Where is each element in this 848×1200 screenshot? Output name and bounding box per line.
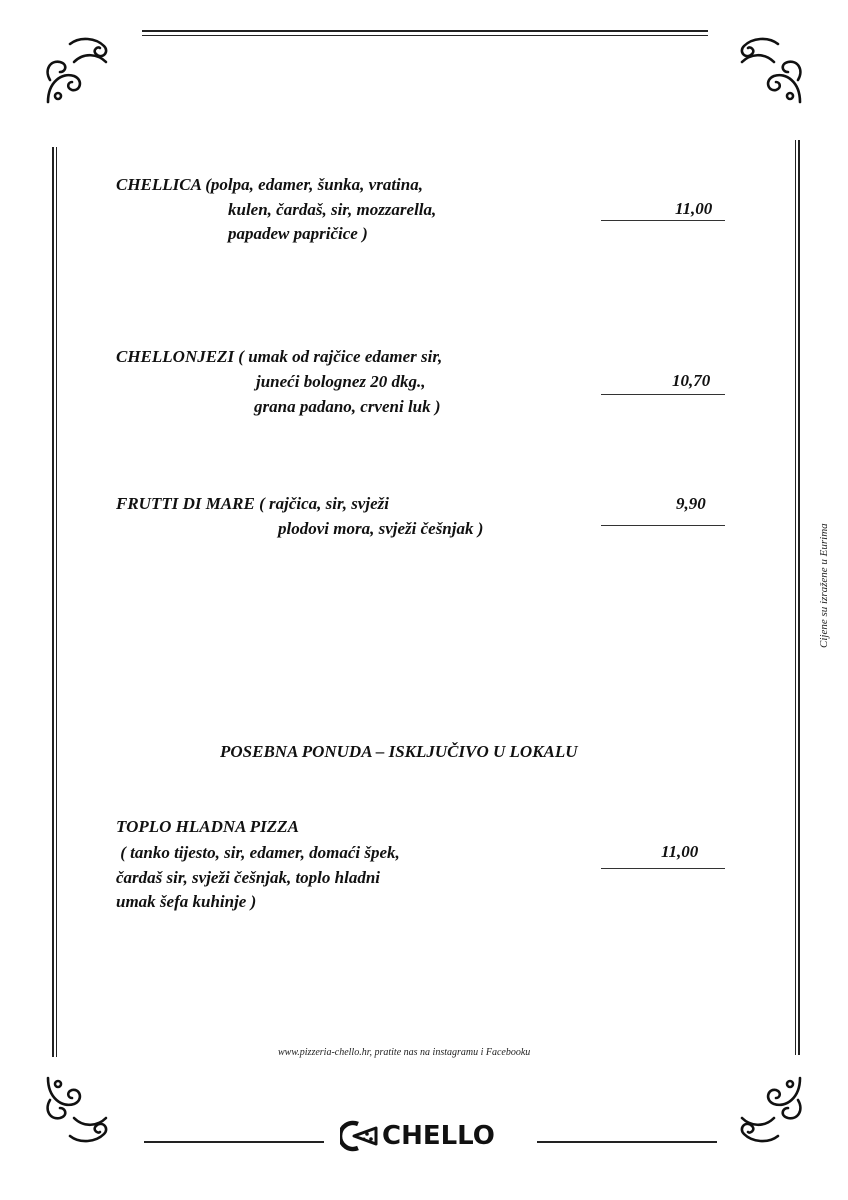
- menu-item-price: 11,00: [661, 842, 699, 861]
- price-underline: [601, 394, 725, 395]
- currency-note: Cijene su izražene u Eurima: [818, 523, 830, 648]
- menu-item-line: plodovi mora, svježi češnjak ): [278, 519, 484, 538]
- flourish-ornament-icon: [728, 32, 808, 112]
- flourish-ornament-icon: [40, 32, 120, 112]
- menu-item-line: umak šefa kuhinje ): [116, 892, 257, 911]
- menu-item-line: čardaš sir, svježi češnjak, toplo hladni: [116, 868, 380, 887]
- frame-bottom-right-border: [537, 1141, 717, 1143]
- menu-item-line: juneći bolognez 20 dkg.,: [256, 372, 426, 391]
- price-underline: [601, 868, 725, 869]
- price-underline: [601, 525, 725, 526]
- menu-item-line: grana padano, crveni luk ): [254, 397, 441, 416]
- price-underline: [601, 220, 725, 221]
- menu-item-price: 9,90: [676, 494, 706, 513]
- menu-item-line: ( tanko tijesto, sir, edamer, domaći špek,: [116, 843, 400, 862]
- special-offer-heading: POSEBNA PONUDA – ISKLJUČIVO U LOKALU: [220, 742, 578, 761]
- menu-item-line: CHELLICA (polpa, edamer, šunka, vratina,: [116, 175, 423, 194]
- menu-item-line: CHELLONJEZI ( umak od rajčice edamer sir,: [116, 347, 443, 366]
- menu-item-line: papadew papričice ): [228, 224, 368, 243]
- menu-item-line: FRUTTI DI MARE ( rajčica, sir, svježi: [116, 494, 389, 513]
- flourish-ornament-icon: [40, 1068, 120, 1148]
- menu-item-price: 10,70: [672, 371, 711, 390]
- frame-bottom-left-border: [144, 1141, 324, 1143]
- frame-right-border: [795, 140, 801, 1055]
- frame-left-border: [52, 147, 58, 1057]
- logo-wordmark: CHELLO: [382, 1121, 495, 1151]
- menu-item-line: kulen, čardaš, sir, mozzarella,: [228, 200, 437, 219]
- menu-item-price: 11,00: [675, 199, 713, 218]
- pizza-slice-logo-icon: [340, 1120, 380, 1152]
- flourish-ornament-icon: [728, 1068, 808, 1148]
- frame-top-border: [142, 30, 708, 38]
- chello-logo: [340, 1120, 495, 1152]
- menu-item-line: TOPLO HLADNA PIZZA: [116, 817, 299, 836]
- footer-website-text: www.pizzeria-chello.hr, pratite nas na instagramu i Facebooku: [278, 1047, 531, 1058]
